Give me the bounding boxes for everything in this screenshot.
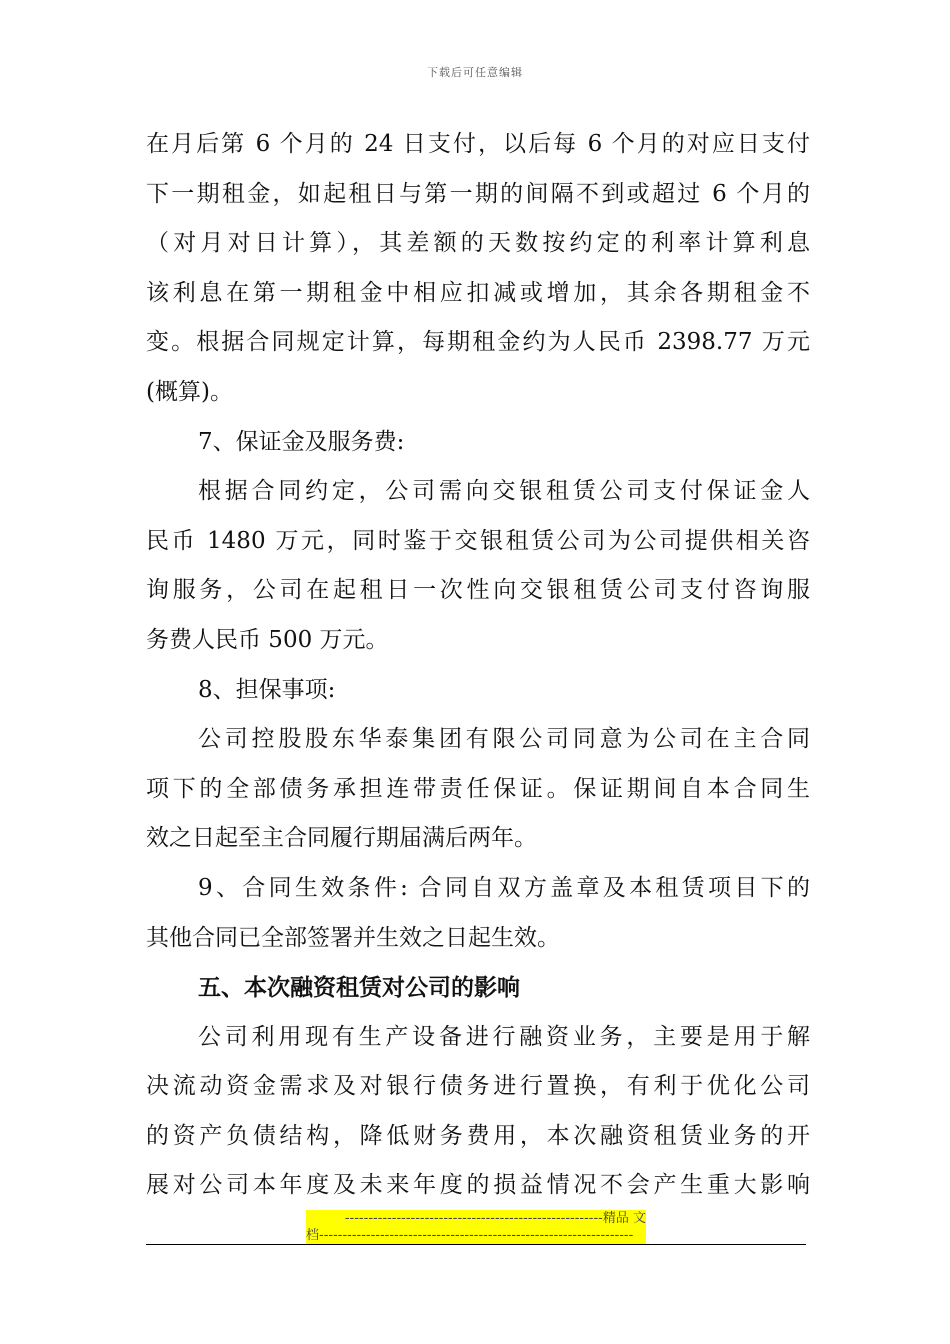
text-line: 根据合同约定，公司需向交银租赁公司支付保证金人: [198, 478, 810, 505]
text-line: 询服务，公司在起租日一次性向交银租赁公司支付咨询服: [146, 577, 810, 604]
page-header: 下载后可任意编辑: [427, 66, 523, 79]
text-line: 变。根据合同规定计算，每期租金约为人民币 2398.77 万元: [146, 329, 810, 356]
text-line: 公司利用现有生产设备进行融资业务，主要是用于解: [198, 1023, 810, 1050]
text-line: 民币 1480 万元，同时鉴于交银租赁公司为公司提供相关咨: [146, 527, 810, 554]
text-line: 项下的全部债务承担连带责任保证。保证期间自本合同生: [146, 775, 810, 802]
footer-watermark-line: 档-------------------------------------------------------------------: [306, 1227, 646, 1244]
text-line: 其他合同已全部签署并生效之日起生效。: [146, 924, 560, 951]
footer-watermark: [306, 1210, 646, 1244]
text-line: 该利息在第一期租金中相应扣减或增加，其余各期租金不: [146, 279, 810, 306]
text-line: 展对公司本年度及未来年度的损益情况不会产生重大影响: [146, 1172, 810, 1199]
chapter-heading-impact: 五、本次融资租赁对公司的影响: [198, 974, 520, 1002]
text-line: 务费人民币 500 万元。: [146, 626, 389, 653]
footer-watermark-line: -------------------------------------------------------精品 文: [306, 1210, 646, 1227]
text-line: (概算)。: [146, 378, 233, 405]
text-line: 在月后第 6 个月的 24 日支付，以后每 6 个月的对应日支付: [146, 131, 810, 157]
text-line: 公司控股股东华泰集团有限公司同意为公司在主合同: [198, 726, 810, 753]
section-heading-deposit-fees: 7、保证金及服务费:: [198, 428, 405, 455]
section-heading-effective-conditions: 9、合同生效条件: 合同自双方盖章及本租赁项目下的: [198, 874, 810, 901]
text-line: 下一期租金，如起租日与第一期的间隔不到或超过 6 个月的: [146, 180, 810, 207]
footer-divider: [146, 1244, 806, 1245]
text-line: 决流动资金需求及对银行债务进行置换，有利于优化公司: [146, 1073, 810, 1100]
text-line: 的资产负债结构，降低财务费用，本次融资租赁业务的开: [146, 1122, 810, 1149]
section-heading-guarantee: 8、担保事项:: [198, 676, 336, 703]
document-body: [146, 120, 810, 1211]
text-line: 效之日起至主合同履行期届满后两年。: [146, 825, 537, 852]
text-line: （对月对日计算），其差额的天数按约定的利率计算利息: [146, 230, 810, 257]
